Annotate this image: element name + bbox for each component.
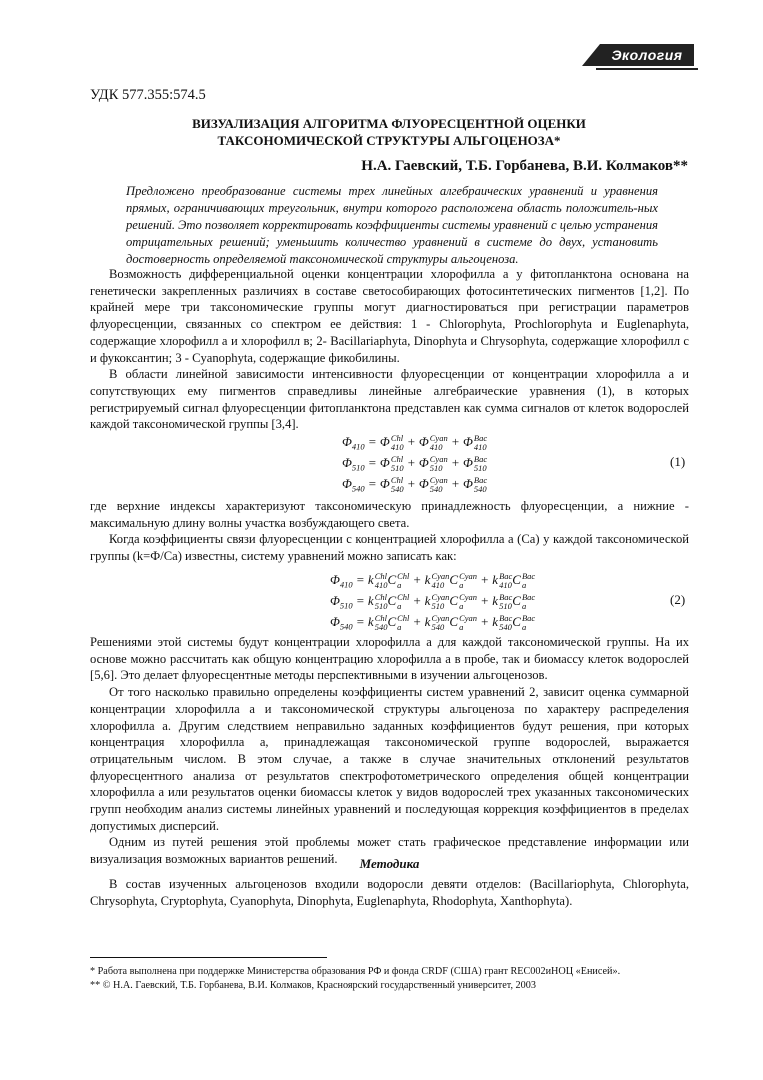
equation-system-1 xyxy=(342,431,487,494)
paragraph-4: Когда коэффициенты связи флуоресценции с концентрацией хлорофилла а (Cа) у каждой таксономической группы (k=Ф/Cа) известны, систему уравнений можно записать как: xyxy=(90,532,689,564)
udk-code: УДК 577.355:574.5 xyxy=(90,87,206,103)
footnote-2: ** © Н.А. Гаевский, Т.Б. Горбанева, В.И. Колмаков, Красноярский государственный университет, 2003 xyxy=(90,980,536,991)
footnotes xyxy=(90,965,690,993)
footnote-1: * Работа выполнена при поддержке Министерства образования РФ и фонда CRDF (США) грант REC002иНОЦ «Енисей». xyxy=(90,966,621,977)
footnote-divider xyxy=(90,957,327,958)
header-rule xyxy=(596,68,698,70)
paragraph-1: Возможность дифференциальной оценки концентрации хлорофилла а у фитопланктона основана на генетически закрепленных различиях в составе светособирающих фотосинтетических пигментов [1,2]. По крайней мере три таксономические группы могут диагностироваться при регистрации параметров флуоресценции, связанных со спектром ее действия: 1 - Chlorophyta, Prochlorophyta и Euglenaphyta, содержащие хлорофилл а и хлорофилл в; 2- Bacillariaphyta, Dinophyta и Chrysophyta, содержащие хлорофилл с и фукоксантин; 3 - Cyanophyta, содержащие фикобилины. xyxy=(90,267,689,365)
paragraph-6: От того насколько правильно определены коэффициенты систем уравнений 2, зависит оценка суммарной концентрации хлорофилла а и таксономической структуры альгоценоза по характеру распределения хлорофилла а. Другим следствием неправильно заданных коэффициентов будут решения, при которых концентрация хлорофилла а, принадлежащая таксономической группе водорослей, выражается отрицательным числом. В этом случае, а также в случае значительных отклонений результатов флуоресцентного анализа от результатов спектрофотометрического определения общей концентрации хлорофилла а или результатов оценки биомассы клеток у видов водорослей трех указанных таксономических групп необходим анализ системы линейных уравнений и последующая коррекция коэффициентов в пределах допустимых дисперсий. xyxy=(90,685,689,833)
body-block-4 xyxy=(90,876,689,909)
body-block-2 xyxy=(90,498,689,565)
body-block-1 xyxy=(90,266,689,433)
equation-2-line-3: $\Phi_{540} = k$ Chl 540 C Chl a + k Cyan 540 C Cyan a + k Bac 540 C Bac a xyxy=(330,613,536,633)
equation-2-number: (2) xyxy=(670,592,686,607)
authors: Н.А. Гаевский, Т.Б. Горбанева, В.И. Колмаков** xyxy=(361,158,688,174)
paragraph-3: где верхние индексы характеризуют таксономическую принадлежность флуоресценции, а нижние - максимальную длину волны участка возбуждающего света. xyxy=(90,499,689,530)
paragraph-2: В области линейной зависимости интенсивности флуоресценции от концентрации хлорофилла а и сопутствующих ему пигментов справедливы линейные алгебраические уравнения (1), в которых регистрируемый сигнал флуоресценции фитопланктона представлен как сумма сигналов от клеток водорослей каждой таксономической группы [3,4]. xyxy=(90,367,689,432)
equation-system-2 xyxy=(330,569,535,632)
paragraph-5: Решениями этой системы будут концентрации хлорофилла а для каждой таксономической группы. На их основе можно рассчитать как общую концентрацию хлорофилла а в пробе, так и биомассу клеток водорослей [5,6]. Это делает флуоресцентные методы перспективными в изучении альгоценозов. xyxy=(90,635,689,683)
equation-1-line-3: $\Phi_{540} = \Phi$ Chl 540 + Φ Cyan 540 + Φ Bac 540 xyxy=(342,475,488,495)
journal-section-tab: Экология xyxy=(600,44,694,66)
article-title xyxy=(90,115,688,149)
equation-1-line-2: $\Phi_{510} = \Phi$ Chl 510 + Φ Cyan 510 + Φ Bac 510 xyxy=(342,454,488,474)
equation-1-line-1: $\Phi_{410} = \Phi$ Chl 410 + Φ Cyan 410 + Φ Bac 410 xyxy=(342,433,488,453)
body-block-3 xyxy=(90,634,689,868)
equation-2-line-1: $\Phi_{410} = k$ Chl 410 C Chl a + k Cyan 410 C Cyan a + k Bac 410 C Bac a xyxy=(330,571,536,591)
equation-2-line-2: $\Phi_{510} = k$ Chl 510 C Chl a + k Cyan 510 C Cyan a + k Bac 510 C Bac a xyxy=(330,592,536,612)
section-heading-methods: Методика xyxy=(359,856,420,871)
paragraph-7: Одним из путей решения этой проблемы может стать графическое представление информации или визуализация возможных вариантов решений. xyxy=(90,835,689,867)
title-line-2: ТАКСОНОМИЧЕСКОЙ СТРУКТУРЫ АЛЬГОЦЕНОЗА* xyxy=(217,133,561,148)
abstract: Предложено преобразование системы трех линейных алгебраических уравнений и уравнения прямых, ограничивающих треугольник, внутри которого расположена область положитель-ных решений. Это позволяет корректировать коэффициенты системы уравнений с целью устранения отрицательных решений; уменьшить количество уравнений в системе до двух, установить достоверность определяемой таксономической структуры альгоценоза. xyxy=(126,184,658,266)
paragraph-8: В состав изученных альгоценозов входили водоросли девяти отделов: (Bacillariophyta, Chlorophyta, Chrysophyta, Cryptophyta, Cyanophyta, Dinophyta, Euglenaphyta, Rhodophyta, Xanthophyta). xyxy=(90,877,689,908)
title-line-1: ВИЗУАЛИЗАЦИЯ АЛГОРИТМА ФЛУОРЕСЦЕНТНОЙ ОЦЕНКИ xyxy=(192,116,586,131)
equation-1-number: (1) xyxy=(670,454,686,469)
